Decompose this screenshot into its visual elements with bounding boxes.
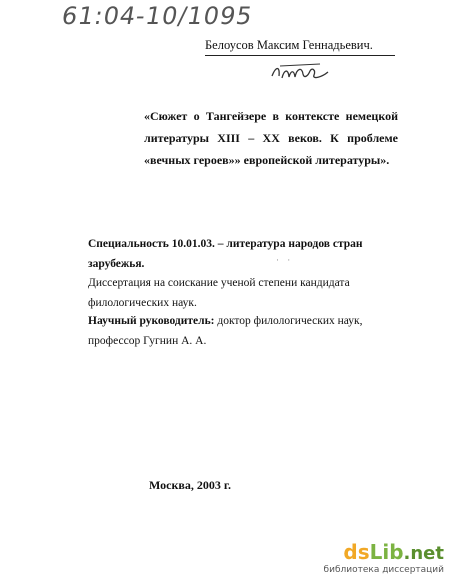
supervisor-text: доктор филологических наук, профессор Гугнин А. А.: [88, 315, 363, 347]
author-underline: [205, 55, 395, 56]
supervisor-line: [88, 311, 400, 351]
dissertation-degree-line: Диссертация на соискание ученой степени кандидата филологических наук.: [88, 277, 350, 309]
dslib-logo-subtitle: библиотека диссертаций: [323, 565, 444, 575]
scan-specks: · ·: [276, 255, 294, 265]
supervisor-label: Научный руководитель:: [88, 315, 215, 327]
author-name: Белоусов Максим Геннадьевич.: [205, 38, 373, 52]
dissertation-title: «Сюжет о Тангейзере в контексте немецкой литературы XIII – XX веков. К проблеме «вечных героев»» европейской литературы».: [144, 109, 398, 167]
dslib-logo: [323, 540, 450, 582]
city-year: Москва, 2003 г.: [149, 478, 231, 492]
handwritten-catalog-code: 61:04-10/1095: [59, 2, 255, 30]
specialty-line: Специальность 10.01.03. – литература народов стран зарубежья.: [88, 238, 363, 270]
dslib-logo-text: dsLib.net: [343, 540, 444, 564]
signature-icon: [270, 62, 330, 84]
